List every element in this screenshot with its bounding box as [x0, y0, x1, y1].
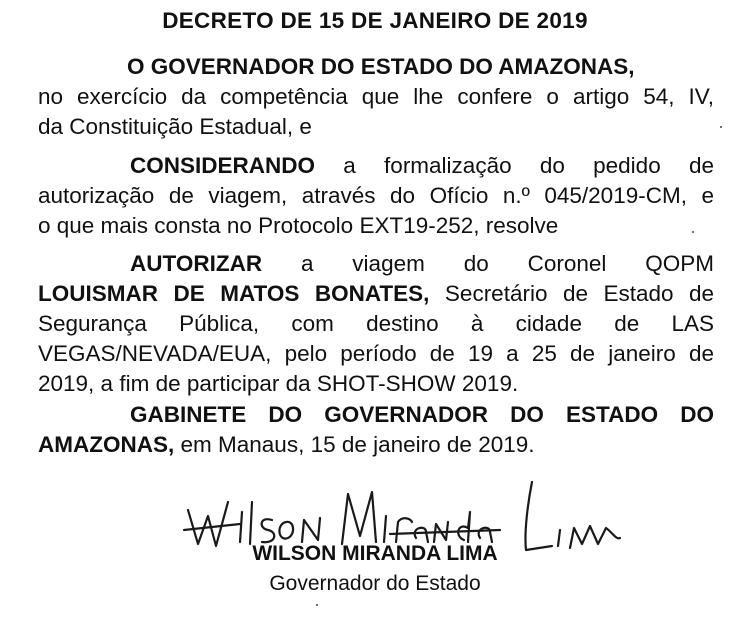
authorize-line-2-rest: Secretário de Estado de [444, 281, 714, 306]
signatory-name: WILSON MIRANDA LIMA [252, 542, 498, 565]
considering-line-3: o que mais consta no Protocolo EXT19-252, resolve [38, 213, 559, 238]
closing-line-1: GABINETE DO GOVERNADOR DO ESTADO DO [130, 402, 714, 427]
authorize-line-4: VEGAS/NEVADA/EUA, pelo período de 19 a 25 de janeiro de [38, 341, 714, 366]
scan-speck [316, 604, 318, 606]
authorize-line-1 [130, 249, 714, 279]
closing-date-place: em Manaus, 15 de janeiro de 2019. [180, 432, 535, 457]
secretary-name: LOUISMAR DE MATOS BONATES, [38, 281, 430, 306]
preamble-line-2: no exercício da competência que lhe confere o artigo 54, IV, [38, 84, 714, 109]
authorize-keyword: AUTORIZAR [130, 251, 263, 276]
decree-title: DECRETO DE 15 DE JANEIRO DE 2019 [162, 8, 588, 33]
authorize-line-5: 2019, a fim de participar da SHOT-SHOW 2019. [38, 371, 519, 396]
considering-line-1 [130, 151, 714, 181]
considering-keyword: CONSIDERANDO [130, 153, 316, 178]
scan-speck [720, 126, 722, 128]
scan-speck [692, 231, 694, 233]
preamble-line-3: da Constituição Estadual, e [38, 114, 312, 139]
signatory-role: Governador do Estado [269, 572, 481, 595]
governor-authority: O GOVERNADOR DO ESTADO DO AMAZONAS, [127, 54, 635, 79]
considering-line-1-rest: a formalização do pedido de [343, 153, 714, 178]
authorize-line-2 [38, 279, 714, 309]
considering-line-2: autorização de viagem, através do Ofício n.º 045/2019-CM, e [38, 183, 714, 208]
authorize-line-3: Segurança Pública, com destino à cidade de LAS [38, 311, 714, 336]
closing-line-2 [38, 430, 535, 460]
closing-state-name: AMAZONAS, [38, 432, 175, 457]
authorize-line-1-rest: a viagem do Coronel QOPM [300, 251, 714, 276]
